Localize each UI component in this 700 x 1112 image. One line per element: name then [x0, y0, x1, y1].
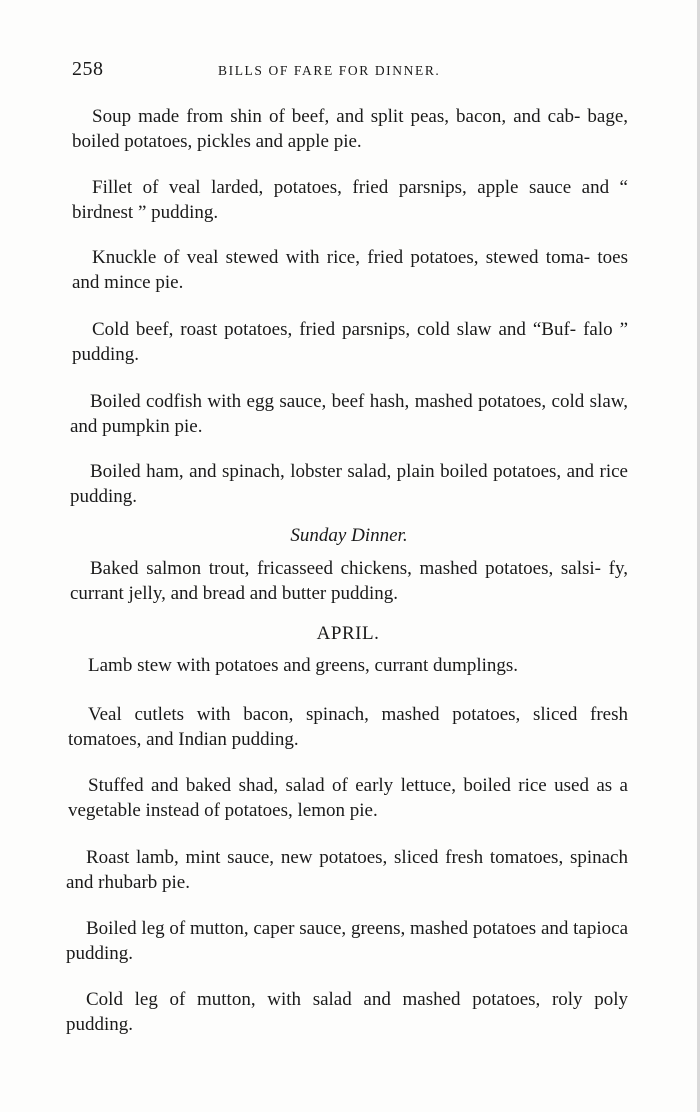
page-header [72, 58, 632, 82]
menu-paragraph [68, 702, 628, 752]
menu-paragraph [72, 175, 628, 225]
menu-paragraph [66, 845, 628, 895]
menu-text: Fillet of veal larded, potatoes, fried parsnips, apple sauce and “ birdnest ” pudding. [72, 177, 628, 223]
menu-text: Lamb stew with potatoes and greens, currant dumplings. [88, 655, 519, 676]
menu-text: Veal cutlets with bacon, spinach, mashed potatoes, sliced fresh tomatoes, and Indian pudding. [68, 704, 628, 750]
menu-text: Boiled leg of mutton, caper sauce, greens, mashed potatoes and tapioca pudding. [66, 918, 628, 964]
menu-text: Cold leg of mutton, with salad and mashed potatoes, roly poly pudding. [66, 989, 628, 1035]
menu-paragraph [68, 773, 628, 823]
menu-paragraph [70, 459, 628, 509]
menu-paragraph [66, 987, 628, 1037]
menu-text: Boiled codfish with egg sauce, beef hash, mashed potatoes, cold slaw, and pumpkin pie. [70, 391, 628, 437]
menu-paragraph [70, 389, 628, 439]
menu-text: Stuffed and baked shad, salad of early lettuce, boiled rice used as a vegetable instead of potatoes, lemon pie. [68, 775, 628, 821]
menu-paragraph [70, 556, 628, 606]
running-head: BILLS OF FARE FOR DINNER. [218, 63, 441, 78]
sunday-dinner-heading: Sunday Dinner. [290, 525, 408, 546]
menu-text: Roast lamb, mint sauce, new potatoes, sliced fresh tomatoes, spinach and rhubarb pie. [66, 847, 628, 893]
month-heading: APRIL. [316, 623, 380, 644]
menu-text: Cold beef, roast potatoes, fried parsnips, cold slaw and “Buf- falo ” pudding. [72, 319, 628, 365]
menu-text: Baked salmon trout, fricasseed chickens, mashed potatoes, salsi- fy, currant jelly, and bread and butter pudding. [70, 558, 628, 604]
menu-text: Boiled ham, and spinach, lobster salad, plain boiled potatoes, and rice pudding. [70, 461, 628, 507]
menu-paragraph [72, 245, 628, 295]
menu-paragraph [66, 916, 628, 966]
menu-paragraph [68, 653, 628, 678]
page-number: 258 [72, 58, 104, 80]
menu-paragraph [72, 317, 628, 367]
menu-text: Knuckle of veal stewed with rice, fried potatoes, stewed toma- toes and mince pie. [72, 247, 628, 293]
menu-text: Soup made from shin of beef, and split peas, bacon, and cab- bage, boiled potatoes, pickles and apple pie. [72, 106, 628, 152]
menu-paragraph [72, 104, 628, 154]
